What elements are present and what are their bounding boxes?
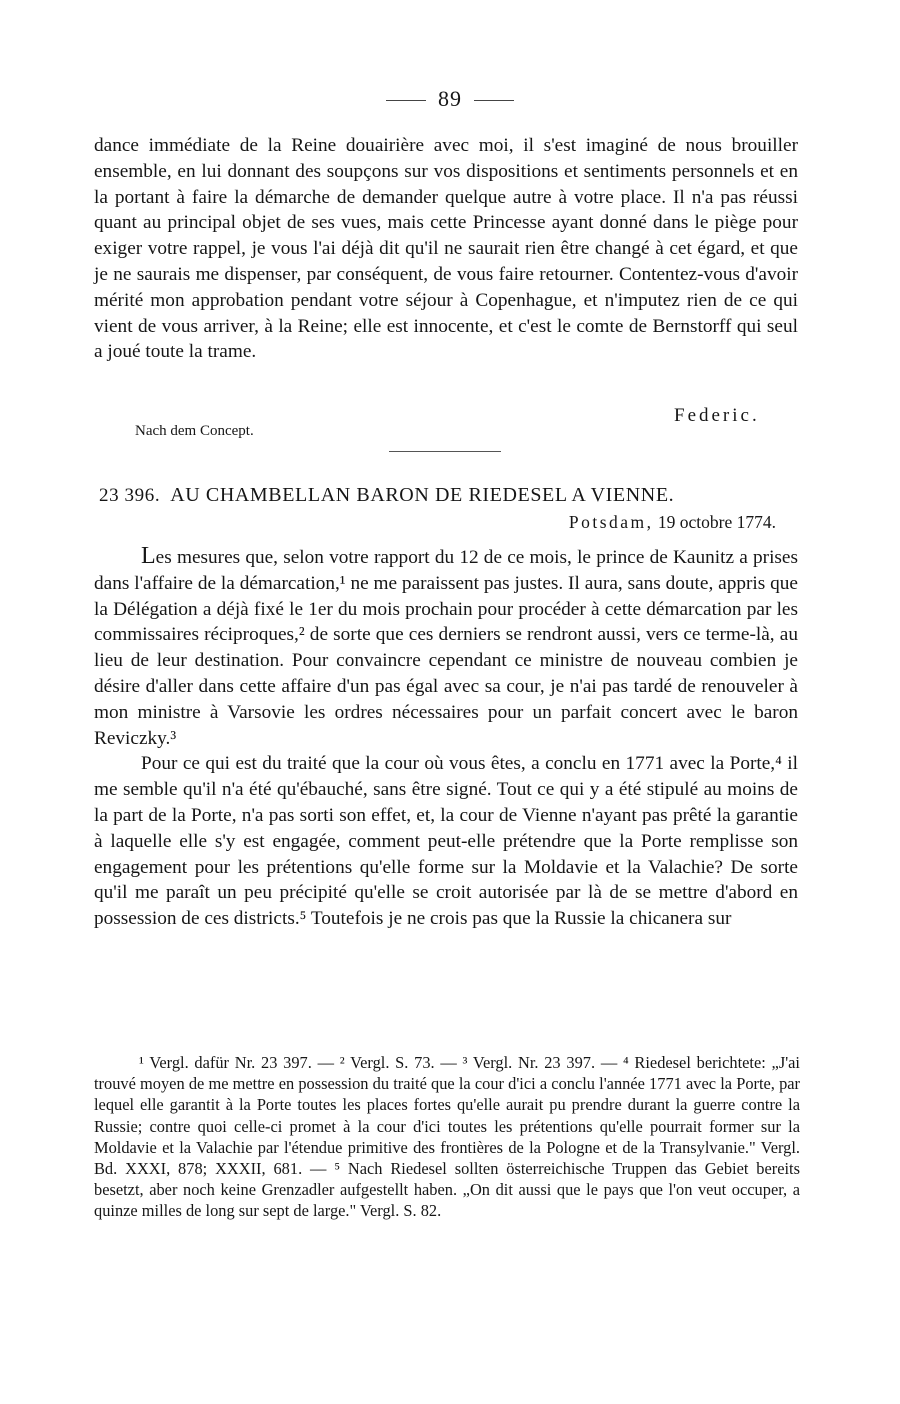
page-header (0, 86, 900, 112)
previous-letter-paragraph: dance immédiate de la Reine douairière avec moi, il s'est imaginé de nous brouiller ensemble, en lui donnant des soupçons sur vos dispositions et sentiments personnels et en la portant à faire la démarche de demander quelque autre à votre place. Il n'a pas réussi quant au principal objet de ses vues, mais cette Princesse ayant donné dans le piège pour exiger votre rappel, je vous l'ai déjà dit qu'il ne saurait rien être changé à cet égard, et que je ne saurais me dispenser, par conséquent, de vous faire retourner. Contentez-vous d'avoir mérité mon approbation pendant votre séjour à Copenhague, et n'imputez rien de ce qui vient de vous arriver, à la Reine; elle est innocente, et c'est le comte de Bernstorff qui seul a joué toute la trame. (94, 135, 798, 363)
letter-separator-rule (389, 451, 501, 452)
signature: Federic. (674, 405, 760, 426)
letter-title: AU CHAMBELLAN BARON DE RIEDESEL A VIENNE. (170, 484, 675, 506)
previous-letter-ending (94, 133, 798, 365)
letter-paragraph-1: Les mesures que, selon votre rapport du 12 de ce mois, le prince de Kaunitz a prises dans l'affaire de la démarcation,¹ ne me paraissent pas justes. Il aura, sans doute, appris que la Délégation a déjà fixé le 1er du mois prochain pour procéder à cette démarcation par les commissaires réciproques,² de sorte que ces derniers se rendront aussi, vers ce terme-là, au lieu de leur destination. Pour convaincre cependant ce ministre de nouveau combien je désire d'aller dans cette affaire d'un pas égal avec sa cour, je n'ai pas tardé de renouveler à mon ministre à Varsovie les ordres nécessaires pour un parfait concert avec le baron Reviczky.³ (94, 543, 798, 749)
letter-number: 23 396. (99, 485, 161, 506)
letter-body (94, 544, 798, 932)
page-number: 89 (438, 86, 462, 111)
letter-date: 19 octobre 1774. (657, 512, 776, 532)
footnotes (94, 1052, 800, 1222)
letter-paragraph-2: Pour ce qui est du traité que la cour où vous êtes, a conclu en 1771 avec la Porte,⁴ il me semble qu'il n'a été qu'ébauché, sans être signé. Tout ce qui y a été stipulé au moins de la part de la Porte, n'a pas sorti son effet, et, la cour de Vienne n'ayant pas prêté la garantie à laquelle elle s'y est engagée, comment peut-elle prétendre que la Porte remplisse son engagement pour les prétentions qu'elle forme sur la Moldavie et la Valachie? De sorte qu'il me paraît un peu précipité qu'elle se croit autorisée par là de se mettre d'abord en possession de ces districts.⁵ Toutefois je ne crois pas que la Russie la chicanera sur (94, 753, 798, 930)
header-rule-left (386, 100, 426, 101)
letter-heading (99, 484, 799, 507)
letter-dateline (569, 512, 776, 533)
footnote-text: ¹ Vergl. dafür Nr. 23 397. — ² Vergl. S. 73. — ³ Vergl. Nr. 23 397. — ⁴ Riedesel berichtete: „J'ai trouvé moyen de me mettre en possession du traité que la cour d'ici a conclu l'année 1771 avec la Porte, par lequel elle garantit à la Porte toutes les places fortes qu'elle aurait pu prendre durant la guerre contre la Russie; contre quoi celle-ci promet à la cour d'ici toutes les prétentions qu'elle pourrait former sur la Moldavie et la Valachie par l'étendue primitive des frontières de la Pologne et de la Transylvanie." Vergl. Bd. XXXI, 878; XXXII, 681. — ⁵ Nach Riedesel sollten österreichische Truppen das Gebiet bereits besetzt, aber noch keine Grenzadler aufgestellt haben. „On dit aussi que le pays que l'on veut occuper, a quinze milles de long sur sept de large." Vergl. S. 82. (94, 1053, 800, 1221)
header-rule-right (474, 100, 514, 101)
source-note: Nach dem Concept. (135, 423, 254, 439)
letter-place: Potsdam, (568, 512, 654, 532)
